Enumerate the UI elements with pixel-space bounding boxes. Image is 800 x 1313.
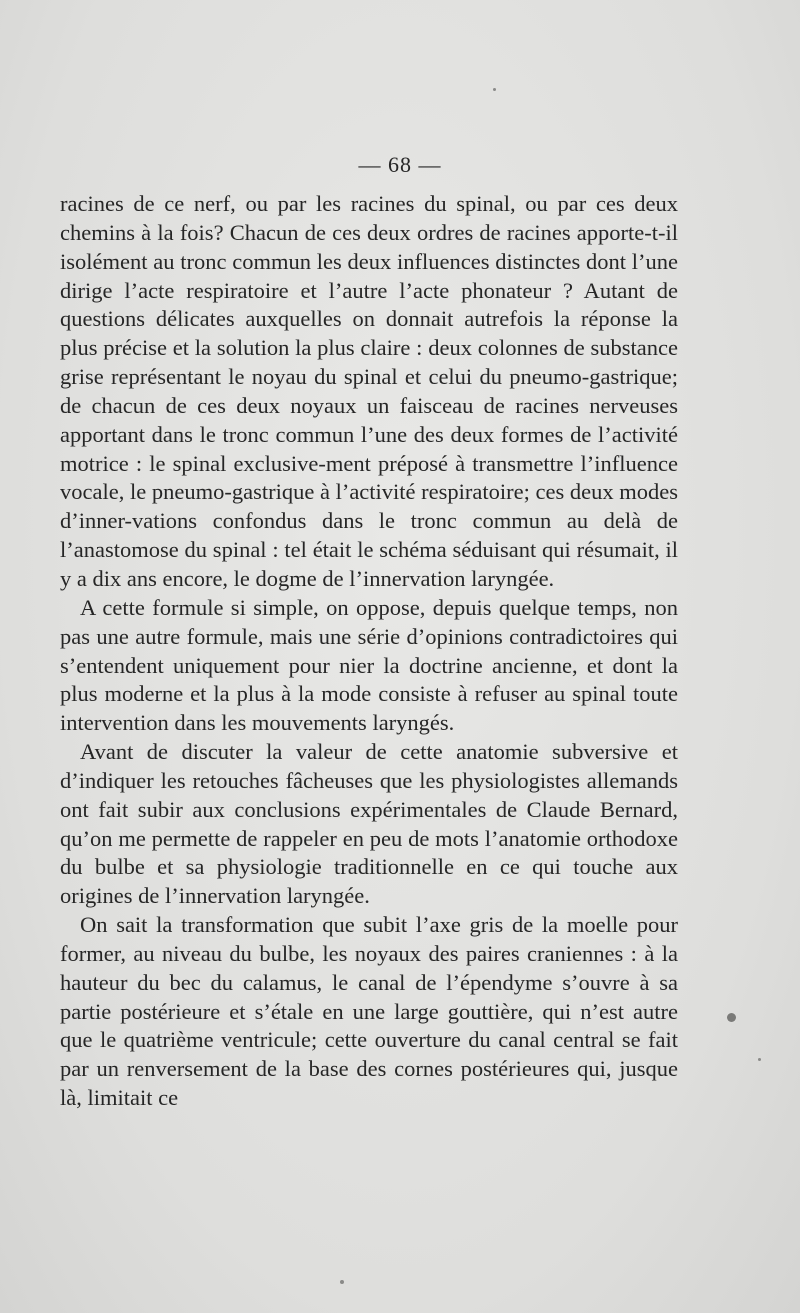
paper-speck xyxy=(340,1280,344,1284)
page-number: — 68 — xyxy=(358,152,442,177)
paper-speck xyxy=(758,1058,761,1061)
paragraph-discuter: Avant de discuter la valeur de cette anatomie subversive et d’indiquer les retouches fâcheuses que les physiologistes allemands ont fait subir aux conclusions expérimentales de Claude Bernard, qu’on me permette de rappeler en peu de mots l’anatomie orthodoxe du bulbe et sa physiologie traditionnelle en ce qui touche aux origines de l’innervation laryngée. xyxy=(60,739,678,909)
paragraph-continued: racines de ce nerf, ou par les racines du spinal, ou par ces deux chemins à la fois? Chacun de ces deux ordres de racines apporte-t-il isolément au tronc commun les deux influences distinctes dont l’une dirige l’acte respiratoire et l’autre l’acte phonateur ? Autant de questions délicates auxquelles on donnait autrefois la réponse la plus précise et la solution la plus claire : deux colonnes de substance grise représentant le noyau du spinal et celui du pneumo-gastrique; de chacun de ces deux noyaux un faisceau de racines nerveuses apportant dans le tronc commun l’une des deux formes de l’activité motrice : le spinal exclusive-ment préposé à transmettre l’influence vocale, le pneumo-gastrique à l’activité respiratoire; ces deux modes d’inner-vations confondus dans le tronc commun au delà de l’anastomose du spinal : tel était le schéma séduisant qui résumait, il y a dix ans encore, le dogme de l’innervation laryngée. xyxy=(60,191,678,591)
paragraph-formule: A cette formule si simple, on oppose, depuis quelque temps, non pas une autre formule, mais une série d’opinions contradictoires qui s’entendent uniquement pour nier la doctrine ancienne, et dont la plus moderne et la plus à la mode consiste à refuser au spinal toute intervention dans les mouvements laryngés. xyxy=(60,594,678,736)
body-text xyxy=(60,190,678,1113)
paper-speck xyxy=(727,1013,736,1022)
paragraph-transformation: On sait la transformation que subit l’axe gris de la moelle pour former, au niveau du bulbe, les noyaux des paires craniennes : à la hauteur du bec du calamus, le canal de l’épendyme s’ouvre à sa partie postérieure et s’étale en une large gouttière, qui n’est autre que le quatrième ventricule; cette ouverture du canal central se fait par un renversement de la base des cornes postérieures qui, jusque là, limitait ce xyxy=(60,912,678,1111)
paper-speck xyxy=(493,88,496,91)
